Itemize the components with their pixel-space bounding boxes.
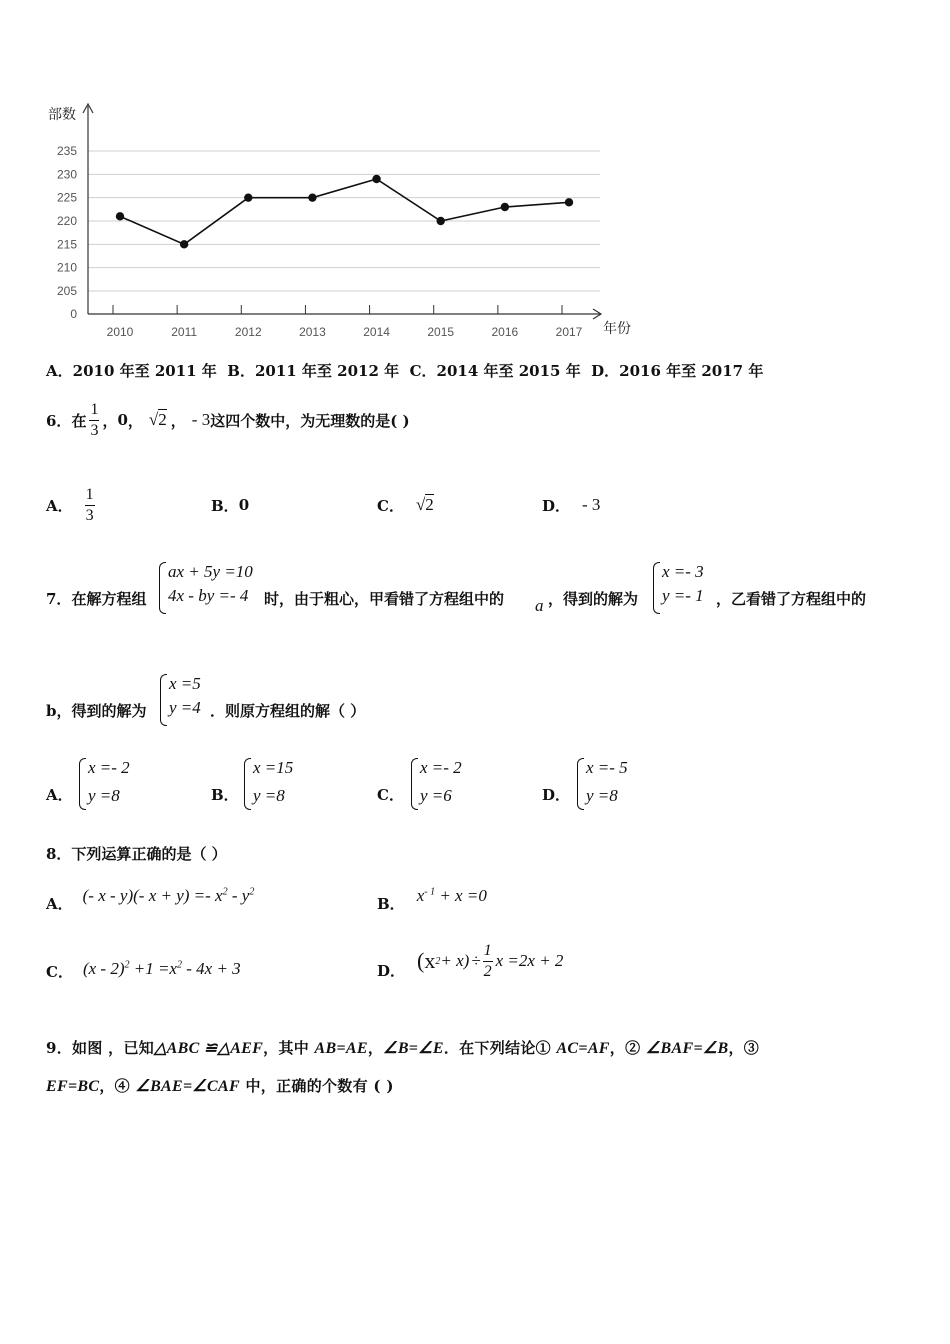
q9-text-segment: AC=AF: [556, 1040, 610, 1057]
q9-stem-line1: [46, 1037, 759, 1058]
chart-x-tick-label: 2017: [555, 325, 583, 339]
q6-fraction-one-third: $\frac{1}{3}$: [90, 400, 99, 439]
chart-data-point: [372, 175, 380, 183]
q5-option-c[interactable]: C．2014 年至 2015 年: [409, 362, 581, 380]
line-chart: [0, 0, 950, 345]
q7-option-b[interactable]: B． x =15 y =8: [211, 758, 331, 814]
q5-option-a[interactable]: A．2010 年至 2011 年: [46, 362, 217, 380]
q8-stem: 8．下列运算正确的是（ ）: [46, 845, 227, 863]
q9-text-segment: AB=AE: [314, 1040, 368, 1057]
chart-y-tick-label: 205: [56, 284, 77, 298]
q6-stem: 6． 在 $\frac{1}{3}$ ， 0 ， √2 ， - 3 这四个数中，为无理数的是( ): [46, 400, 410, 439]
q9-text-segment: 中，正确的个数有 ( ): [239, 1077, 394, 1095]
q5-option-b[interactable]: B．2011 年至 2012 年: [227, 362, 400, 380]
chart-ylabel: 部数: [48, 106, 76, 122]
q9-text-segment: ，②: [609, 1039, 646, 1057]
q7-line2-suffix: ．则原方程组的解（ ）: [210, 702, 366, 720]
q8-option-d[interactable]: D． (x 2 + x) ÷ $\frac{1}{2}$ x =2x + 2: [377, 941, 564, 980]
chart-x-tick-label: 2010: [106, 325, 134, 339]
chart-y-tick-label: 235: [56, 144, 77, 158]
chart-data-point: [180, 240, 188, 248]
q9-text-segment: ∠B=∠E: [383, 1040, 444, 1057]
q6-option-d[interactable]: D． - 3: [542, 495, 601, 515]
q7-solution-jia: x =- 3 y =- 1: [653, 562, 719, 614]
chart-data-point: [244, 193, 252, 201]
q9-text-segment: ．在下列结论①: [443, 1039, 557, 1057]
q7-stem-end: ，乙看错了方程组中的: [716, 590, 867, 608]
chart-data-point: [501, 203, 509, 211]
chart-data-point: [308, 193, 316, 201]
chart-y-tick-label: 0: [70, 307, 77, 321]
q7-stem-middle: 时，由于粗心，甲看错了方程组中的: [264, 590, 505, 608]
q8-option-b[interactable]: B． $x^{- 1} + x =0$: [377, 886, 487, 913]
q7-option-a[interactable]: A． x =- 2 y =8: [46, 758, 166, 814]
chart-y-tick-labels: [57, 144, 77, 321]
chart-y-tick-label: 230: [56, 167, 77, 182]
chart-data-point: [565, 198, 573, 206]
q9-text-segment: ，③: [728, 1039, 760, 1057]
chart-data-point: [437, 217, 445, 225]
chart-x-tick-label: 2015: [427, 325, 455, 339]
chart-x-tick-label: 2016: [491, 325, 519, 339]
q6-option-c[interactable]: C． √2: [377, 495, 434, 515]
chart-series: [116, 175, 573, 249]
q9-text-segment: 9．如图 ，已知: [46, 1039, 155, 1057]
q7-variable-a: a: [535, 596, 544, 615]
q6-options: [46, 480, 666, 530]
q6-option-a[interactable]: A． $\frac{1}{3}$: [46, 485, 94, 524]
chart-x-tick-label: 2012: [234, 325, 262, 339]
q9-text-segment: ，④: [99, 1077, 136, 1095]
chart-gridlines: [88, 151, 600, 291]
chart-y-tick-label: 220: [56, 214, 77, 228]
q6-sqrt-two: √2: [148, 410, 167, 429]
chart-y-tick-label: 215: [56, 237, 77, 252]
q8-option-c[interactable]: C． $(x - 2)^2 +1 =x^2 - 4x + 3$: [46, 959, 241, 981]
q7-number: 7．在解方程组: [46, 590, 147, 608]
q9-text-segment: EF=BC: [46, 1078, 100, 1095]
q5-option-d[interactable]: D．2016 年至 2017 年: [591, 362, 764, 380]
chart-series-line: [120, 179, 569, 244]
chart-x-tick-labels: [107, 325, 583, 339]
chart-axes: [83, 104, 601, 319]
q6-option-b[interactable]: B． 0: [211, 496, 250, 515]
q9-text-segment: △ABC ≌△AEF: [154, 1040, 264, 1057]
q5-options: [46, 360, 763, 381]
chart-data-point: [116, 212, 124, 220]
chart-x-tick-label: 2014: [363, 325, 390, 339]
q9-text-segment: ，其中: [263, 1039, 315, 1057]
chart-x-tick-label: 2013: [299, 325, 326, 339]
q7-solution-yi: x =5 y =4: [160, 674, 214, 726]
chart-y-tick-label: 210: [56, 260, 77, 275]
q9-text-segment: ∠BAF=∠B: [645, 1040, 729, 1057]
q7-equation-system: ax + 5y =10 4x - by =- 4: [159, 562, 269, 614]
chart-xlabel: 年份: [603, 320, 631, 336]
q7-option-c[interactable]: C． x =- 2 y =6: [377, 758, 497, 814]
q9-text-segment: ∠BAE=∠CAF: [135, 1078, 240, 1095]
q7-option-d[interactable]: D． x =- 5 y =8: [542, 758, 662, 814]
q9-text-segment: ，: [367, 1039, 384, 1057]
chart-x-tick-label: 2011: [171, 325, 198, 339]
q7-line2-prefix: b，得到的解为: [46, 702, 147, 720]
q8-option-a[interactable]: A． (- x - y)(- $x + y) =- x^2 - y^2$: [46, 886, 255, 913]
q7-stem-solution-a: ，得到的解为: [548, 590, 639, 608]
q7-options: [46, 758, 666, 814]
chart-y-tick-label: 225: [56, 190, 77, 205]
q9-stem-line2: [46, 1075, 394, 1096]
